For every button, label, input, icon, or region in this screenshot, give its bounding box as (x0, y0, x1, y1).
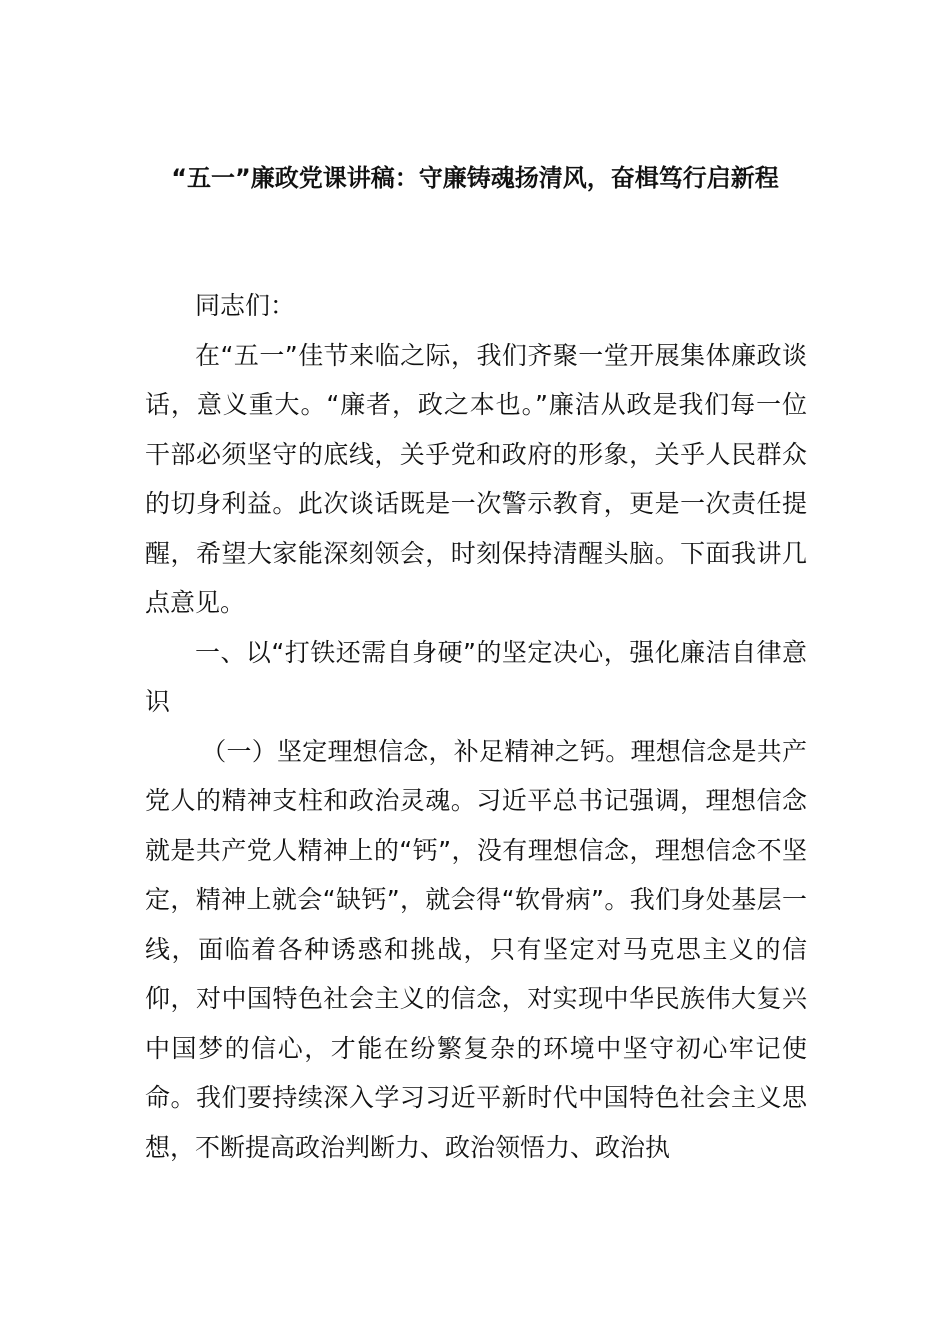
section-heading-1: 一、以“打铁还需自身硬”的坚定决心，强化廉洁自律意识 (145, 637, 807, 716)
document-title: “五一”廉政党课讲稿：守廉铸魂扬清风，奋楫笃行启新程 (171, 164, 779, 192)
document-body (145, 281, 807, 1172)
intro-paragraph: 在“五一”佳节来临之际，我们齐聚一堂开展集体廉政谈话，意义重大。“廉者，政之本也。”廉洁从政是我们每一位干部必须坚守的底线，关乎党和政府的形象，关乎人民群众的切身利益。此次谈话既是一次警示教育，更是一次责任提醒，希望大家能深刻领会，时刻保持清醒头脑。下面我讲几点意见。 (145, 340, 807, 617)
subsection-paragraph-1: （一）坚定理想信念，补足精神之钙。理想信念是共产党人的精神支柱和政治灵魂。习近平总书记强调，理想信念就是共产党人精神上的“钙”，没有理想信念，理想信念不坚定，精神上就会“缺钙”，就会得“软骨病”。我们身处基层一线，面临着各种诱惑和挑战，只有坚定对马克思主义的信仰，对中国特色社会主义的信念，对实现中华民族伟大复兴中国梦的信心，才能在纷繁复杂的环境中坚守初心牢记使命。我们要持续深入学习习近平新时代中国特色社会主义思想，不断提高政治判断力、政治领悟力、政治执 (145, 736, 807, 1162)
salutation-paragraph: 同志们： (195, 291, 296, 320)
